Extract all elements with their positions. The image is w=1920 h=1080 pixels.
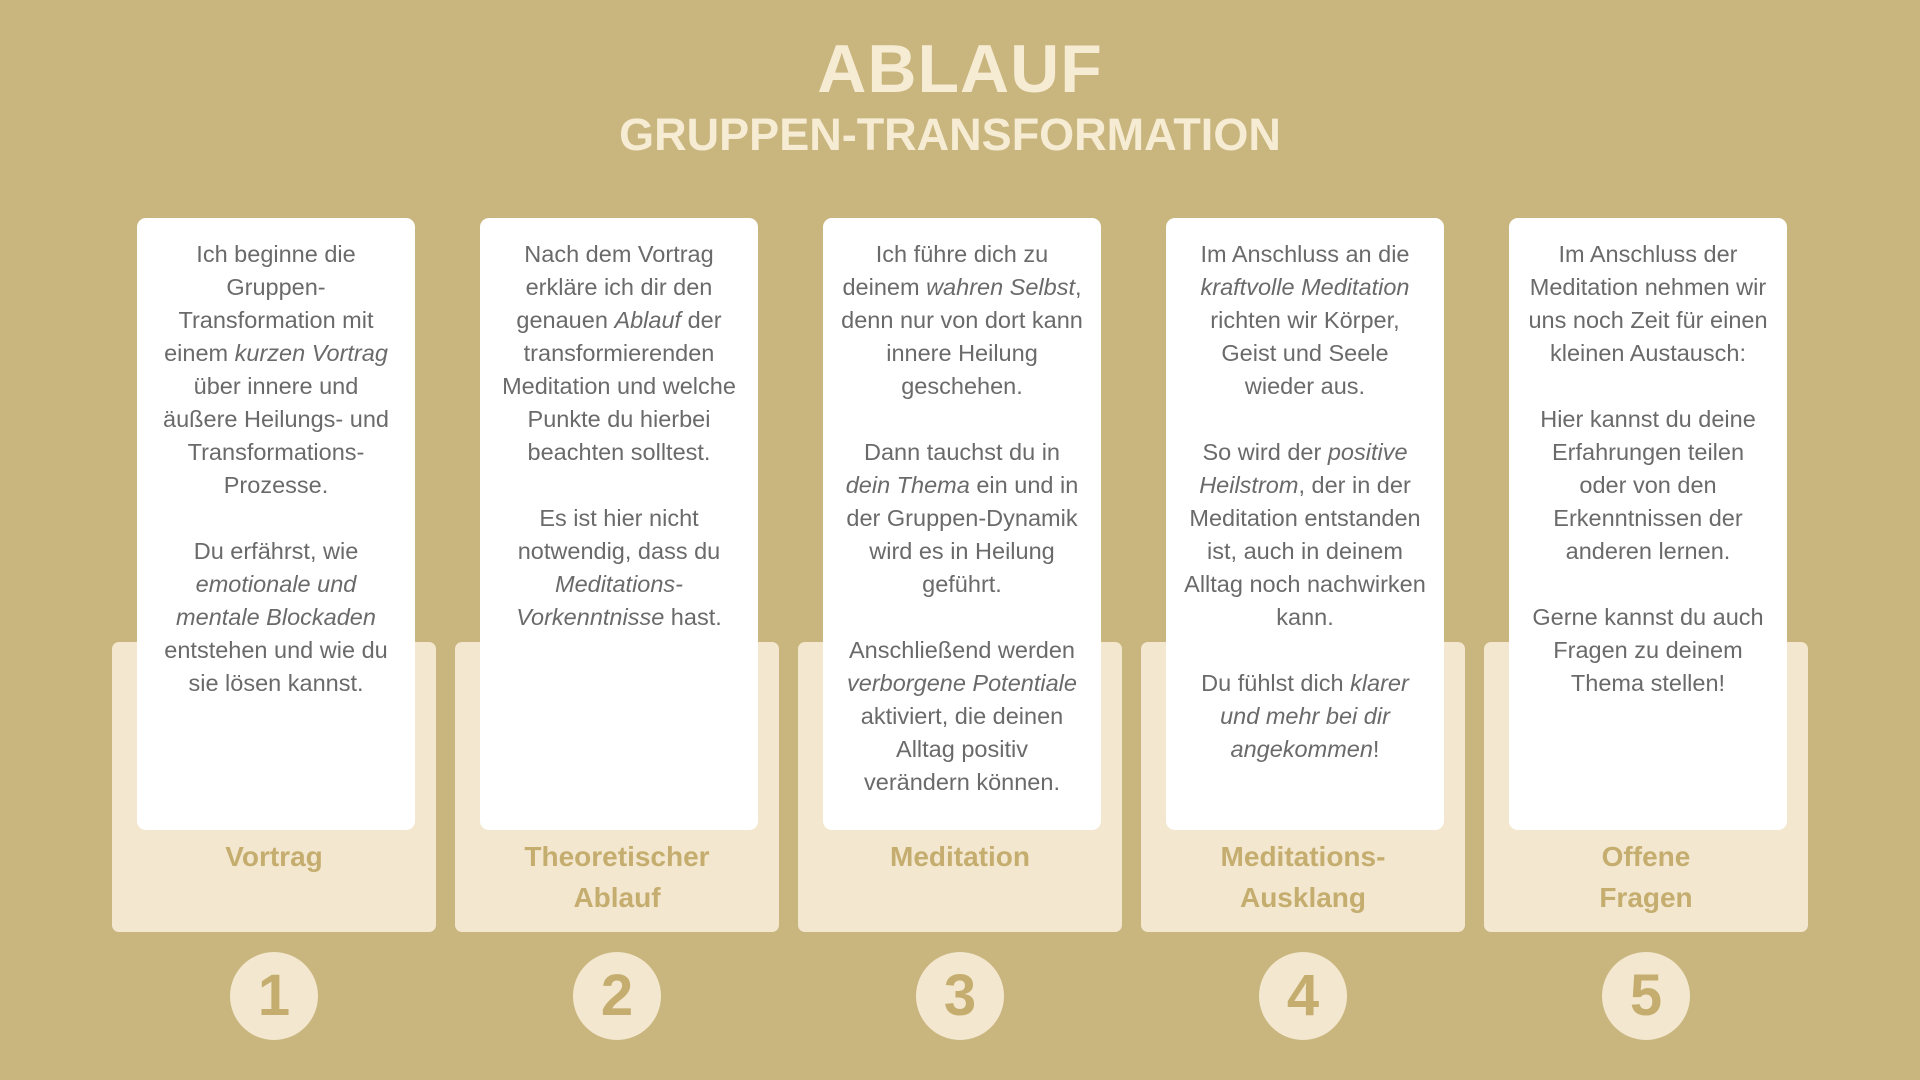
body-text: aktiviert, die deinen Alltag positiv verändern können. [860,703,1064,795]
step-column-3 [798,218,1122,1053]
emphasized-text: positive Heilstrom [1199,439,1408,498]
step-paragraph [1184,238,1426,403]
step-label-line: Vortrag [225,841,323,872]
step-label [798,836,1122,877]
body-text: ein und in der Gruppen-Dynamik wird es in Heilung geführt. [846,472,1079,597]
step-label-line: Meditation [890,841,1030,872]
body-text: Hier kannst du deine Erfahrungen teilen oder von den Erkenntnissen der anderen lernen. [1540,406,1756,564]
body-text: Dann tauchst du in [864,439,1060,465]
step-paragraph [1527,238,1769,370]
step-label [1484,836,1808,918]
step-card [137,218,415,830]
step-paragraph [841,238,1083,403]
step-paragraph [1184,667,1426,766]
emphasized-text: kurzen Vortrag [234,340,388,366]
body-text: Im Anschluss an die [1200,241,1410,267]
step-card [1509,218,1787,830]
body-text: Anschließend werden [849,637,1075,663]
step-number-badge: 3 [916,952,1004,1040]
step-label-line: Ablauf [573,882,661,913]
step-paragraph [1527,403,1769,568]
step-paragraph [498,502,740,634]
body-text: So wird der [1202,439,1328,465]
step-number-badge: 5 [1602,952,1690,1040]
step-number-badge: 1 [230,952,318,1040]
step-card [823,218,1101,830]
step-paragraph [841,634,1083,799]
body-text: , denn nur von dort kann innere Heilung geschehen. [841,274,1083,399]
body-text: hast. [664,604,722,630]
step-card [480,218,758,830]
step-label-line: Meditations- [1220,841,1386,872]
body-text: entstehen und wie du sie lösen kannst. [164,637,388,696]
body-text: Ich führe dich zu deinem [842,241,1049,300]
body-text: Du erfährst, wie [193,538,359,564]
step-label [1141,836,1465,918]
body-text: ! [1372,736,1380,762]
step-paragraph [1527,601,1769,700]
step-column-4 [1141,218,1465,1053]
step-label [112,836,436,877]
step-column-5 [1484,218,1808,1053]
body-text: Du fühlst dich [1201,670,1351,696]
emphasized-text: Ablauf [614,307,682,333]
emphasized-text: emotionale und mentale Blockaden [176,571,376,630]
step-column-2 [455,218,779,1053]
step-label-line: Ausklang [1239,882,1367,913]
body-text: Es ist hier nicht notwendig, dass du [517,505,721,564]
body-text: über innere und äußere Heilungs- und Transformations-Prozesse. [163,373,389,498]
step-label-line: Theoretischer [524,841,710,872]
step-paragraph [841,436,1083,601]
page-subtitle: GRUPPEN-TRANSFORMATION [619,109,1281,160]
body-text: Gerne kannst du auch Fragen zu deinem Thema stellen! [1532,604,1764,696]
step-paragraph [498,238,740,469]
emphasized-text: kraftvolle Meditation [1200,274,1410,300]
step-label [455,836,779,918]
step-paragraph [155,238,397,502]
emphasized-text: wahren Selbst [926,274,1075,300]
emphasized-text: Meditations-Vorkenntnisse [516,571,683,630]
step-number-badge: 2 [573,952,661,1040]
emphasized-text: dein Thema [845,472,970,498]
body-text: , der in der Meditation entstanden ist, auch in deinem Alltag noch nachwirken kann. [1184,472,1426,630]
emphasized-text: klarer und mehr bei dir angekommen [1220,670,1409,762]
body-text: Im Anschluss der Meditation nehmen wir uns noch Zeit für einen kleinen Austausch: [1528,241,1768,366]
step-paragraph [1184,436,1426,634]
body-text: Nach dem Vortrag erkläre ich dir den genauen [516,241,714,333]
step-label-line: Offene [1601,841,1691,872]
body-text: Ich beginne die Gruppen-Transformation mit einem [164,241,374,366]
step-paragraph [155,535,397,700]
step-number-badge: 4 [1259,952,1347,1040]
page-title: ABLAUF [817,31,1103,107]
body-text: der transformierenden Meditation und welche Punkte du hierbei beachten solltest. [502,307,736,465]
body-text: richten wir Körper, Geist und Seele wieder aus. [1210,307,1400,399]
step-column-1 [112,218,436,1053]
step-card [1166,218,1444,830]
emphasized-text: verborgene Potentiale [847,670,1077,696]
step-label-line: Fragen [1599,882,1693,913]
